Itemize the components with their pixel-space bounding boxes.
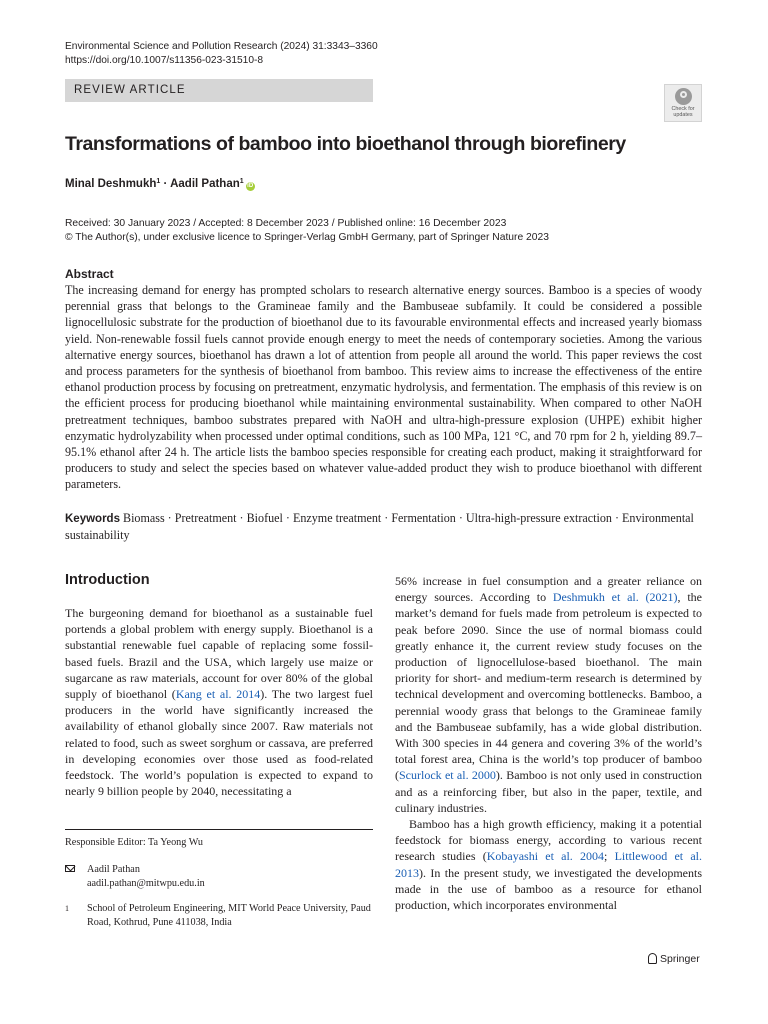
badge-text-line2: updates xyxy=(673,112,693,118)
abstract-text: The increasing demand for energy has prompted scholars to research alternative energy sources. Bamboo is a species of woody perennial grass that belongs to the Gramineae family and the Bambuseae subfamily. It could be considered a possible lignocellulosic substrate for the production of bioethanol due to its favourable environmental effects and increased yearly biomass yield. Non-renewable fossil fuels cannot provide enough energy to meet the needs of contemporary societies. Among the various alternative energy sources, bioethanol has drawn a lot of attention from people all around the world. This paper reviews the cost and process parameters for the synthesis of bioethanol from bamboo. This review aims to increase the effectiveness of the entire ethanol production process by focusing on pretreatment, enzymatic hydrolysis, and fermentation. The emphasis of this review is on the efficient process for producing bioethanol while maintaining environmental sustainability. When compared to other NaOH pretreatment techniques, bamboo substrates prepared with NaOH and ultra-high-pressure explosion (UHPE) exhibit higher enzymatic hydrolyzability when processed under optimal conditions, such as 100 MPa, 121 °C, and 70 rpm for 2 h, yielding 89.7–95.1% ethanol after 24 h. The article lists the bamboo species responsible for creating each product, making it straightforward for producers to study and select the species based on whatever value-added product they wish to produce bioethanol with different parameters. xyxy=(65,283,702,492)
citation-link[interactable]: Deshmukh et al. (2021) xyxy=(552,590,678,605)
section-heading-introduction: Introduction xyxy=(65,572,150,588)
publisher-logo xyxy=(648,953,700,965)
envelope-icon xyxy=(65,865,75,872)
article-metadata xyxy=(65,217,549,245)
author-name[interactable]: Aadil Pathan xyxy=(170,178,240,190)
abstract-heading: Abstract xyxy=(65,267,114,281)
author-affiliation-mark: 1 xyxy=(239,178,244,185)
citation-link[interactable]: Littlewood et al. 2013 xyxy=(395,849,703,880)
publication-dates: Received: 30 January 2023 / Accepted: 8 December 2023 / Published online: 16 December 2023 xyxy=(65,218,507,229)
author-list xyxy=(65,178,255,191)
citation-link[interactable]: Kang et al. 2014 xyxy=(175,687,261,702)
article-title: Transformations of bamboo into bioethanol through biorefinery xyxy=(65,133,626,155)
check-for-updates-badge[interactable] xyxy=(664,84,702,122)
keywords-label: Keywords xyxy=(65,513,120,525)
footnote-divider xyxy=(65,829,373,830)
citation-link[interactable]: Scurlock et al. 2000 xyxy=(399,768,496,783)
check-for-updates-icon xyxy=(675,88,692,105)
article-type-banner: REVIEW ARTICLE xyxy=(65,79,373,102)
doi-link[interactable]: https://doi.org/10.1007/s11356-023-31510-8 xyxy=(65,55,264,66)
affiliation-text: School of Petroleum Engineering, MIT World Peace University, Paud Road, Kothrud, Pune 411038, India xyxy=(87,903,371,928)
citation-link[interactable]: Kobayashi et al. 2004 xyxy=(486,849,605,864)
keywords-list: Biomass · Pretreatment · Biofuel · Enzyme treatment · Fermentation · Ultra-high-pressure extraction · Environmental sustainability xyxy=(65,511,694,543)
badge-text-line1: Check for xyxy=(671,106,695,112)
orcid-icon[interactable]: iD xyxy=(247,183,254,189)
author-name[interactable]: Minal Deshmukh xyxy=(65,178,157,190)
publisher-name: Springer xyxy=(660,953,700,965)
paragraph: Bamboo has a high growth efficiency, making it a potential feedstock for biomass energy, according to various recent research studies (Kobayashi et al. 2004; Littlewood et al. 2013). In the present study, we investigated the developments made in the use of bamboo as a resource for ethanol production, which incorporates environmental xyxy=(395,817,703,913)
journal-citation: Environmental Science and Pollution Research (2024) 31:3343–3360 xyxy=(65,41,378,52)
keywords-section xyxy=(65,510,702,543)
intro-right-column xyxy=(395,573,702,913)
intro-left-column xyxy=(65,605,373,799)
contact-name: Aadil Pathan xyxy=(87,864,140,875)
paragraph: The burgeoning demand for bioethanol as a sustainable fuel portends a global problem with energy supply. Bioethanol is a substantial renewable fuel capable of replacing some fossil-based fuels. Brazil and the USA, which largely use maize or sugarcane as raw materials, account for over 80% of the global supply of bioethanol (Kang et al. 2014). The two largest fuel producers in the world have significantly increased the availability of ethanol globally since 2007. Raw materials not related to food, such as sweet sorghum or cassava, are preferred in developing economies over those used as food-related feedstock. The world’s population is expected to expand to nearly 9 billion people by 2040, necessitating a xyxy=(65,606,374,799)
copyright-line: © The Author(s), under exclusive licence to Springer-Verlag GmbH Germany, part of Springer Nature 2023 xyxy=(65,232,549,243)
contact-email[interactable]: aadil.pathan@mitwpu.edu.in xyxy=(87,877,205,889)
springer-horse-icon xyxy=(648,953,657,964)
author-separator: · xyxy=(160,178,171,190)
responsible-editor: Responsible Editor: Ta Yeong Wu xyxy=(65,837,204,848)
corresponding-author xyxy=(65,863,373,890)
affiliation-number: 1 xyxy=(65,904,69,913)
paragraph: 56% increase in fuel consumption and a greater reliance on energy sources. According to Deshmukh et al. (2021), the market’s demand for fuels made from petroleum is expected to peak before 2090. Since the use of normal biomass could greatly enhance it, the current review study focuses on the production of lignocellulose-based bioethanol. The main priority for short- and medium-term research is determined by technical development and overcoming bottlenecks. Bamboo, a perennial woody grass that belongs to the Gramineae family and the Bambuseae subfamily, has a wide global distribution. With 300 species in 44 genera and covering 3% of the world’s total forest area, China is the world’s top producer of bamboo (Scurlock et al. 2000). Bamboo is not only used in construction and as a reinforcing fiber, but also in the paper, textile, and culinary industries. xyxy=(395,574,702,815)
affiliation xyxy=(65,902,373,929)
author-affiliation-mark: 1 xyxy=(156,178,161,185)
